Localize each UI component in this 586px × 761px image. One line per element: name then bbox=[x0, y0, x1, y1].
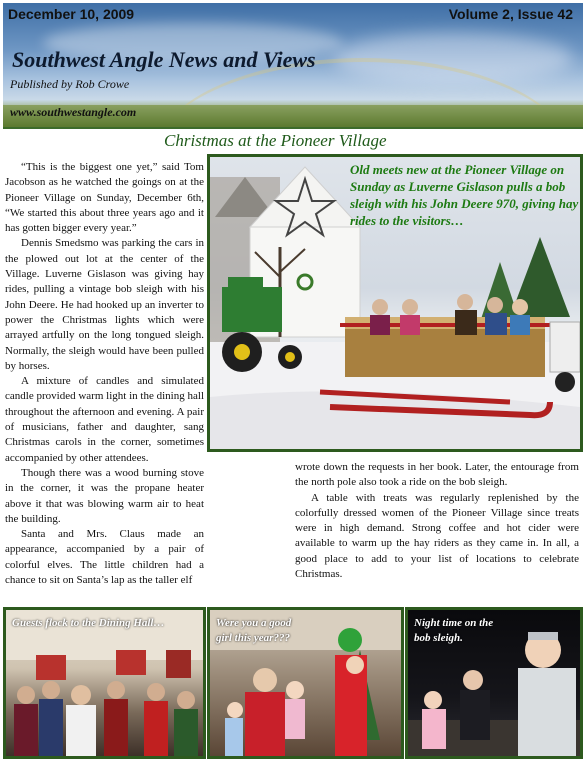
article-column-1 bbox=[5, 160, 204, 588]
newspaper-title: Southwest Angle News and Views bbox=[12, 47, 316, 72]
article-paragraph: “This is the biggest one yet,” said Tom Jacobson as he watched the goings on at the Pioneer Village on Sunday, December 6th, “We started this about three years ago and it has gotten bigger every year.” bbox=[5, 161, 204, 235]
article-paragraph: Santa and Mrs. Claus made an appearance, accompanied by a pair of colorful elves. The little children had a chance to sit on Santa’s lap as the taller elf bbox=[5, 528, 204, 587]
article-paragraph: wrote down the requests in her book. Later, the entourage from the north pole also took a ride on the bob sleigh. bbox=[295, 461, 579, 489]
night-sleigh-caption: Night time on the bob sleigh. bbox=[414, 617, 494, 644]
article-headline: Christmas at the Pioneer Village bbox=[164, 131, 387, 150]
photo-night-sleigh bbox=[405, 607, 583, 759]
article-paragraph: Though there was a wood burning stove in the corner, it was the propane heater above it that was blowing warm air to heat the building. bbox=[5, 466, 204, 525]
issue-number: Volume 2, Issue 42 bbox=[448, 6, 573, 22]
masthead bbox=[3, 3, 583, 127]
article-column-2 bbox=[295, 460, 579, 582]
masthead-rule bbox=[3, 127, 583, 129]
santa-caption: Were you a good girl this year??? bbox=[216, 617, 292, 644]
main-photo-caption: Old meets new at the Pioneer Village on Sunday as Luverne Gislason pulls a bob sleigh with his John Deere 970, giving hay rides to the visitors… bbox=[350, 162, 579, 228]
photo-bob-sleigh bbox=[207, 154, 583, 452]
article-paragraph: Dennis Smedsmo was parking the cars in the plowed out lot at the center of the Village. Luverne Gislason was giving hay rides, pulling a vintage bob sleigh with his John Deere. He had hooked up an inverter to power the Christmas lights which were arrayed artfully on the long tongued sleigh. Normally, the sleigh would have been pulled by horses. bbox=[5, 237, 204, 372]
photo-dining-hall bbox=[3, 607, 206, 759]
website-link[interactable]: www.southwestangle.com bbox=[10, 105, 137, 119]
dining-hall-illustration bbox=[6, 610, 203, 756]
article-paragraph: A mixture of candles and simulated candle provided warm light in the dining hall throughout the afternoon and evening. A pair of musicians, father and daughter, sang Christmas carols in the corner, sometimes accompanied by other attendees. bbox=[5, 375, 204, 464]
photo-santa-visit bbox=[207, 607, 404, 759]
publisher-byline: Published by Rob Crowe bbox=[10, 77, 130, 91]
dining-hall-caption: Guests flock to the Dining Hall… bbox=[12, 617, 165, 629]
article-paragraph: A table with treats was regularly replenished by the colorfully dressed women of the Pioneer Village since treats were in high demand. Strong coffee and hot cider were available to warm up the hay riders as they came in. In all, a good place to add to your list of locations to celebrate Christmas. bbox=[295, 491, 579, 581]
issue-date: December 10, 2009 bbox=[8, 6, 135, 22]
